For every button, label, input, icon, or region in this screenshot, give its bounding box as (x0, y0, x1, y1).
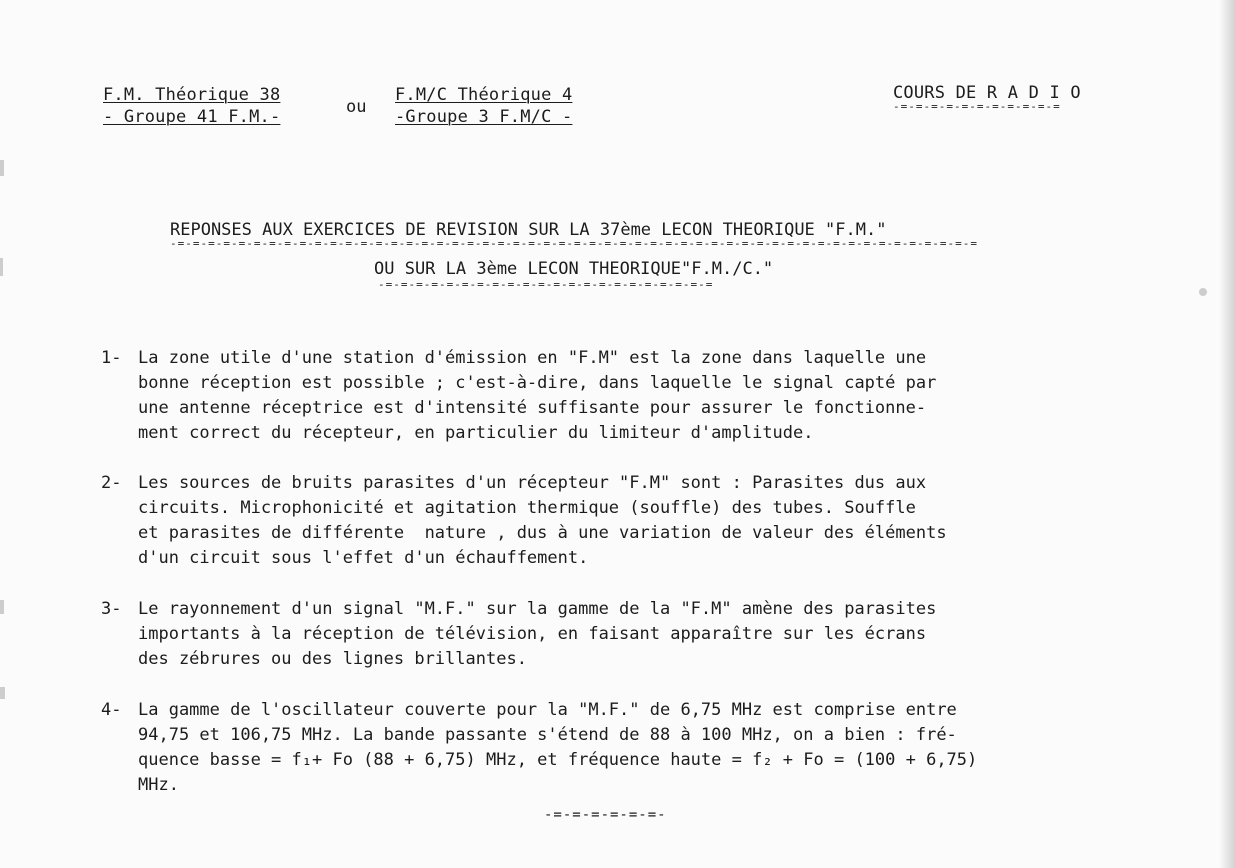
answer-line: 94,75 et 106,75 MHz. La bande passante s'étend de 88 à 100 MHz, on a bien : fré- (138, 725, 957, 745)
answer-number: 4- (101, 700, 122, 720)
scan-dust-mark (1199, 288, 1207, 296)
course-heading (893, 82, 1158, 112)
answer-number: 1- (101, 348, 122, 368)
answer-number: 3- (101, 599, 122, 619)
header-middle-group: -Groupe 3 F.M/C - (395, 107, 573, 127)
answer-line: MHz. (138, 775, 179, 795)
header-connector: ou (346, 97, 367, 117)
answer-text (138, 346, 1169, 446)
answer-item-3 (101, 597, 1169, 672)
scan-left-edge-mark (0, 258, 3, 276)
document-title-line-2: OU SUR LA 3ème LECON THEORIQUE"F.M./C." (374, 259, 774, 279)
document-title-rule-2: -=-=-=-=-=-=-=-=-=-=-=-=-=-=-=-=-=-=-=-=-=-= (378, 278, 714, 291)
answer-line: une antenne réceptrice est d'intensité suffisante pour assurer le fonctionne- (138, 398, 927, 418)
header-left-group: - Groupe 41 F.M.- (103, 107, 281, 127)
scan-left-edge-mark (0, 687, 5, 699)
answer-text (138, 698, 1169, 798)
answer-line: La gamme de l'oscillateur couverte pour la "M.F." de 6,75 MHz est comprise entre (138, 700, 957, 720)
answer-line: bonne réception est possible ; c'est-à-dire, dans laquelle le signal capté par (138, 373, 937, 393)
course-heading-rule: -=-=-=-=-=-=-=-=-=-=-= (893, 100, 1061, 113)
course-heading-title: COURS DE R A D I O (893, 83, 1081, 103)
document-title-rule-1: -=-=-=-=-=-=-=-=-=-=-=-=-=-=-=-=-=-=-=-=-=-=-=-=-=-=-=-=-=-=-=-=-=-=-=-=-=-=-=-=-=-=-=-=-=-=-=-=-=-=-=-=-= (170, 237, 978, 250)
answer-line: circuits. Microphonicité et agitation thermique (souffle) des tubes. Souffle (138, 498, 916, 518)
answer-number: 2- (101, 473, 122, 493)
answer-item-1 (101, 346, 1169, 446)
answer-line: quence basse = f₁+ Fo (88 + 6,75) MHz, et fréquence haute = f₂ + Fo = (100 + 6,75) (138, 750, 978, 770)
document-title-line-1: REPONSES AUX EXERCICES DE REVISION SUR LA 37ème LECON THEORIQUE "F.M." (170, 220, 887, 240)
answer-item-4 (101, 698, 1169, 798)
answer-line: des zébrures ou des lignes brillantes. (138, 649, 527, 669)
answer-text (138, 471, 1169, 571)
header-middle-course-title: F.M/C Théorique 4 (395, 85, 573, 105)
scan-edge-shadow (1219, 0, 1235, 868)
header-left-course-title: F.M. Théorique 38 (103, 85, 281, 105)
answer-item-2 (101, 471, 1169, 571)
answer-line: Les sources de bruits parasites d'un récepteur "F.M" sont : Parasites dus aux (138, 473, 927, 493)
answer-line: et parasites de différente nature , dus à une variation de valeur des éléments (138, 523, 947, 543)
answer-line: importants à la réception de télévision, en faisant apparaître sur les écrans (138, 624, 927, 644)
answer-line: Le rayonnement d'un signal "M.F." sur la gamme de la "F.M" amène des parasites (138, 599, 937, 619)
closing-separator: -=-=-=-=-=-=- (544, 807, 667, 823)
header-left-course-block (103, 84, 328, 128)
scan-left-edge-mark (0, 160, 4, 176)
answer-line: d'un circuit sous l'effet d'un échauffement. (138, 548, 589, 568)
header-middle-course-block (395, 84, 620, 128)
answer-line: ment correct du récepteur, en particulier du limiteur d'amplitude. (138, 423, 814, 443)
scan-left-edge-mark (0, 600, 4, 614)
answer-line: La zone utile d'une station d'émission en "F.M" est la zone dans laquelle une (138, 348, 927, 368)
answer-text (138, 597, 1169, 672)
